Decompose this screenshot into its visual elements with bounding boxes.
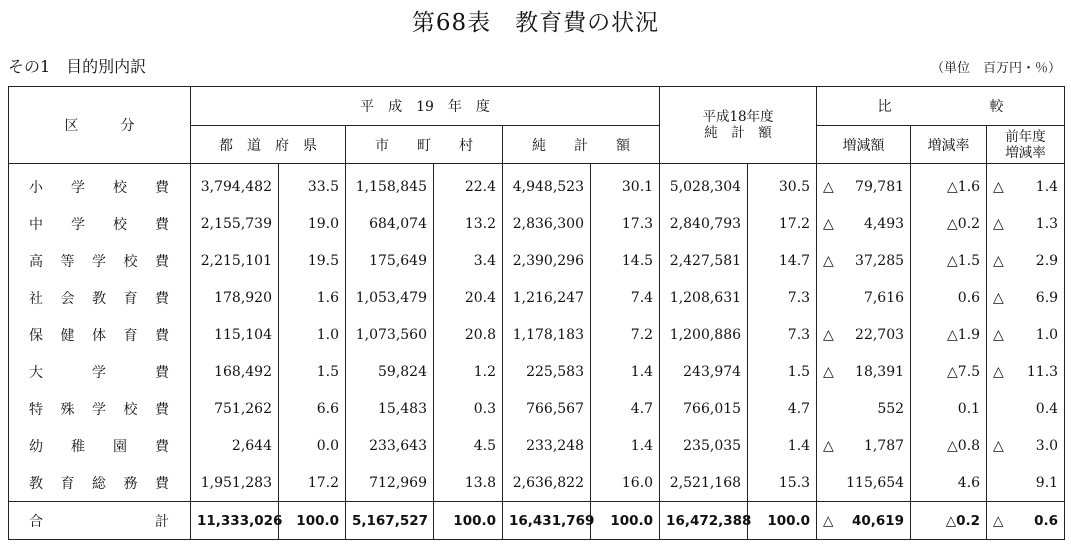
category-cell <box>9 279 191 316</box>
pref-amount-cell: 2,215,101 <box>191 242 279 279</box>
decrease-mark: △ <box>993 512 1004 529</box>
city-ratio-cell: 1.2 <box>434 353 503 390</box>
inc-amount-cell <box>817 242 911 279</box>
pref-ratio-cell: 17.2 <box>279 464 346 502</box>
inc-amount-cell <box>817 502 911 540</box>
table-row <box>9 427 1065 464</box>
header-prev-rate <box>987 126 1065 164</box>
net-amount-cell: 225,583 <box>503 353 591 390</box>
net-ratio-cell: 30.1 <box>591 164 660 206</box>
h18-ratio-cell: 7.3 <box>748 279 817 316</box>
prev-rate-cell <box>987 427 1065 464</box>
h18-amount-cell: 766,015 <box>660 390 748 427</box>
net-ratio-cell: 7.2 <box>591 316 660 353</box>
pref-ratio-cell: 33.5 <box>279 164 346 206</box>
prev-rate-cell <box>987 164 1065 206</box>
pref-ratio-cell: 0.0 <box>279 427 346 464</box>
pref-amount-cell: 2,155,739 <box>191 205 279 242</box>
net-amount-cell: 233,248 <box>503 427 591 464</box>
header-inc-amount: 増減額 <box>817 126 911 164</box>
category-label: 大学費 <box>29 364 169 381</box>
category-cell <box>9 242 191 279</box>
inc-amount-value: 115,654 <box>846 474 905 491</box>
inc-amount-value: 552 <box>877 400 905 417</box>
city-amount-cell: 15,483 <box>346 390 434 427</box>
h18-ratio-cell: 14.7 <box>748 242 817 279</box>
category-label: 合計 <box>29 513 169 530</box>
decrease-mark: △ <box>823 512 834 529</box>
net-ratio-cell: 4.7 <box>591 390 660 427</box>
city-amount-cell: 175,649 <box>346 242 434 279</box>
h18-ratio-cell: 7.3 <box>748 316 817 353</box>
prev-rate-cell <box>987 279 1065 316</box>
decrease-mark: △ <box>823 326 834 343</box>
city-ratio-cell: 13.2 <box>434 205 503 242</box>
pref-amount-cell: 115,104 <box>191 316 279 353</box>
inc-amount-cell <box>817 353 911 390</box>
header-h18-line1: 平成18年度 <box>702 109 774 125</box>
category-label: 特殊学校費 <box>29 401 169 418</box>
pref-ratio-cell: 19.5 <box>279 242 346 279</box>
h18-ratio-cell: 15.3 <box>748 464 817 502</box>
net-ratio-cell: 16.0 <box>591 464 660 502</box>
decrease-mark: △ <box>993 437 1004 454</box>
category-label: 中学校費 <box>29 216 169 233</box>
table-body <box>9 164 1065 540</box>
category-cell <box>9 353 191 390</box>
header-city: 市 町 村 <box>346 126 503 164</box>
pref-ratio-cell: 1.5 <box>279 353 346 390</box>
h18-amount-cell: 16,472,388 <box>660 502 748 540</box>
table-row <box>9 464 1065 502</box>
h18-amount-cell: 2,840,793 <box>660 205 748 242</box>
pref-amount-cell: 1,951,283 <box>191 464 279 502</box>
decrease-mark: △ <box>993 178 1004 195</box>
inc-amount-value: 18,391 <box>855 363 905 380</box>
inc-amount-value: 37,285 <box>855 252 905 269</box>
table-row <box>9 205 1065 242</box>
net-amount-cell: 2,636,822 <box>503 464 591 502</box>
pref-ratio-cell: 100.0 <box>279 502 346 540</box>
decrease-mark: △ <box>993 326 1004 343</box>
prev-rate-value: 6.9 <box>1035 289 1059 306</box>
net-amount-cell: 1,216,247 <box>503 279 591 316</box>
prev-rate-value: 0.4 <box>1035 400 1059 417</box>
inc-amount-cell <box>817 390 911 427</box>
decrease-mark: △ <box>823 178 834 195</box>
city-amount-cell: 684,074 <box>346 205 434 242</box>
net-ratio-cell: 14.5 <box>591 242 660 279</box>
inc-rate-cell: △0.2 <box>911 502 987 540</box>
prev-rate-value: 1.0 <box>1035 326 1059 343</box>
table-row <box>9 164 1065 206</box>
inc-amount-value: 4,493 <box>863 215 905 232</box>
pref-amount-cell: 11,333,026 <box>191 502 279 540</box>
header-net: 純 計 額 <box>503 126 660 164</box>
total-row <box>9 502 1065 540</box>
category-label: 高等学校費 <box>29 253 169 270</box>
table-row <box>9 279 1065 316</box>
city-ratio-cell: 3.4 <box>434 242 503 279</box>
decrease-mark: △ <box>823 363 834 380</box>
prev-rate-cell <box>987 242 1065 279</box>
inc-rate-cell: △7.5 <box>911 353 987 390</box>
inc-amount-cell <box>817 427 911 464</box>
net-amount-cell: 2,390,296 <box>503 242 591 279</box>
pref-ratio-cell: 1.0 <box>279 316 346 353</box>
net-ratio-cell: 1.4 <box>591 427 660 464</box>
pref-amount-cell: 3,794,482 <box>191 164 279 206</box>
city-amount-cell: 233,643 <box>346 427 434 464</box>
header-h19: 平 成 19 年 度 <box>191 87 660 126</box>
header-h18-line2: 純 計 額 <box>704 125 772 141</box>
city-ratio-cell: 13.8 <box>434 464 503 502</box>
prev-rate-cell <box>987 205 1065 242</box>
inc-rate-cell: △1.5 <box>911 242 987 279</box>
city-amount-cell: 1,073,560 <box>346 316 434 353</box>
h18-amount-cell: 243,974 <box>660 353 748 390</box>
prev-rate-value: 0.6 <box>1034 512 1059 529</box>
net-ratio-cell: 1.4 <box>591 353 660 390</box>
category-label: 社会教育費 <box>29 290 169 307</box>
pref-amount-cell: 751,262 <box>191 390 279 427</box>
city-ratio-cell: 20.4 <box>434 279 503 316</box>
inc-rate-cell: △1.6 <box>911 164 987 206</box>
category-cell <box>9 205 191 242</box>
net-ratio-cell: 17.3 <box>591 205 660 242</box>
category-label: 保健体育費 <box>29 327 169 344</box>
city-ratio-cell: 22.4 <box>434 164 503 206</box>
pref-ratio-cell: 19.0 <box>279 205 346 242</box>
inc-amount-value: 79,781 <box>855 178 905 195</box>
city-amount-cell: 712,969 <box>346 464 434 502</box>
h18-amount-cell: 2,427,581 <box>660 242 748 279</box>
h18-ratio-cell: 1.4 <box>748 427 817 464</box>
pref-amount-cell: 178,920 <box>191 279 279 316</box>
city-amount-cell: 5,167,527 <box>346 502 434 540</box>
decrease-mark: △ <box>993 215 1004 232</box>
inc-amount-value: 7,616 <box>863 289 905 306</box>
category-cell <box>9 427 191 464</box>
inc-amount-cell <box>817 464 911 502</box>
net-amount-cell: 4,948,523 <box>503 164 591 206</box>
inc-amount-cell <box>817 279 911 316</box>
net-amount-cell: 766,567 <box>503 390 591 427</box>
inc-rate-cell: 0.1 <box>911 390 987 427</box>
header-pref: 都 道 府 県 <box>191 126 346 164</box>
education-expense-table <box>8 86 1065 540</box>
decrease-mark: △ <box>993 363 1004 380</box>
table-row <box>9 353 1065 390</box>
city-ratio-cell: 100.0 <box>434 502 503 540</box>
net-amount-cell: 1,178,183 <box>503 316 591 353</box>
decrease-mark: △ <box>823 437 834 454</box>
table-subtitle: その1 目的別内訳 <box>8 57 147 76</box>
prev-rate-value: 1.4 <box>1035 178 1059 195</box>
inc-amount-cell <box>817 205 911 242</box>
category-cell <box>9 316 191 353</box>
h18-ratio-cell: 1.5 <box>748 353 817 390</box>
prev-rate-cell <box>987 353 1065 390</box>
category-label: 教育総務費 <box>29 475 169 492</box>
category-cell <box>9 164 191 206</box>
table-title: 第68表 教育費の状況 <box>411 10 660 36</box>
h18-ratio-cell: 17.2 <box>748 205 817 242</box>
net-amount-cell: 2,836,300 <box>503 205 591 242</box>
inc-amount-value: 22,703 <box>855 326 905 343</box>
table-row <box>9 316 1065 353</box>
h18-amount-cell: 2,521,168 <box>660 464 748 502</box>
h18-amount-cell: 1,208,631 <box>660 279 748 316</box>
table-row <box>9 242 1065 279</box>
inc-rate-cell: 0.6 <box>911 279 987 316</box>
city-ratio-cell: 4.5 <box>434 427 503 464</box>
header-h18 <box>660 87 817 164</box>
inc-amount-value: 1,787 <box>863 437 905 454</box>
inc-amount-cell <box>817 316 911 353</box>
header-compare: 比 較 <box>817 87 1065 126</box>
header-prev-rate-line2: 増減率 <box>1005 144 1046 161</box>
pref-amount-cell: 168,492 <box>191 353 279 390</box>
category-cell <box>9 502 191 540</box>
decrease-mark: △ <box>993 252 1004 269</box>
h18-amount-cell: 1,200,886 <box>660 316 748 353</box>
header-prev-rate-line1: 前年度 <box>1005 128 1046 145</box>
category-cell <box>9 464 191 502</box>
inc-rate-cell: 4.6 <box>911 464 987 502</box>
prev-rate-cell <box>987 316 1065 353</box>
inc-rate-cell: △0.8 <box>911 427 987 464</box>
category-label: 幼稚園費 <box>29 438 169 455</box>
header-category: 区 分 <box>9 87 191 164</box>
h18-amount-cell: 235,035 <box>660 427 748 464</box>
city-amount-cell: 59,824 <box>346 353 434 390</box>
unit-label: （単位 百万円・％） <box>930 61 1061 76</box>
h18-ratio-cell: 30.5 <box>748 164 817 206</box>
city-amount-cell: 1,158,845 <box>346 164 434 206</box>
header-inc-rate: 増減率 <box>911 126 987 164</box>
net-amount-cell: 16,431,769 <box>503 502 591 540</box>
pref-amount-cell: 2,644 <box>191 427 279 464</box>
h18-amount-cell: 5,028,304 <box>660 164 748 206</box>
h18-ratio-cell: 100.0 <box>748 502 817 540</box>
inc-amount-value: 40,619 <box>851 512 905 529</box>
prev-rate-cell <box>987 464 1065 502</box>
category-cell <box>9 390 191 427</box>
inc-amount-cell <box>817 164 911 206</box>
prev-rate-cell <box>987 390 1065 427</box>
city-amount-cell: 1,053,479 <box>346 279 434 316</box>
prev-rate-value: 11.3 <box>1026 363 1059 380</box>
prev-rate-value: 1.3 <box>1035 215 1059 232</box>
prev-rate-cell <box>987 502 1065 540</box>
h18-ratio-cell: 4.7 <box>748 390 817 427</box>
city-ratio-cell: 0.3 <box>434 390 503 427</box>
category-label: 小学校費 <box>29 179 169 196</box>
city-ratio-cell: 20.8 <box>434 316 503 353</box>
decrease-mark: △ <box>823 215 834 232</box>
prev-rate-value: 2.9 <box>1035 252 1059 269</box>
prev-rate-value: 9.1 <box>1035 474 1059 491</box>
prev-rate-value: 3.0 <box>1035 437 1059 454</box>
decrease-mark: △ <box>993 289 1004 306</box>
pref-ratio-cell: 6.6 <box>279 390 346 427</box>
net-ratio-cell: 100.0 <box>591 502 660 540</box>
decrease-mark: △ <box>823 252 834 269</box>
inc-rate-cell: △1.9 <box>911 316 987 353</box>
net-ratio-cell: 7.4 <box>591 279 660 316</box>
table-row <box>9 390 1065 427</box>
inc-rate-cell: △0.2 <box>911 205 987 242</box>
pref-ratio-cell: 1.6 <box>279 279 346 316</box>
